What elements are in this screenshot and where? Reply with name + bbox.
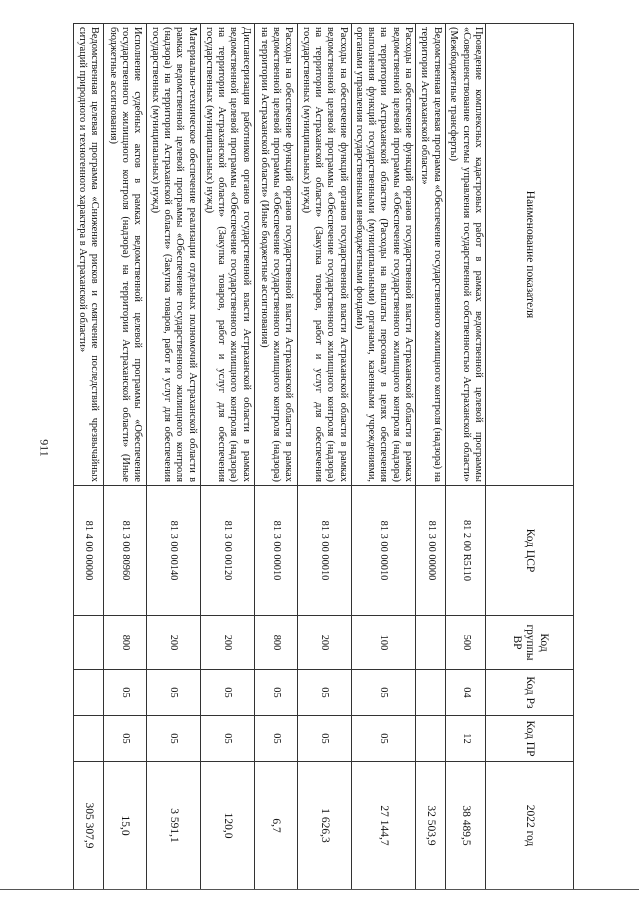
row-vr: 200 — [200, 616, 254, 670]
header-csr: Код ЦСР — [486, 486, 574, 616]
header-amount: 2022 год — [486, 762, 574, 890]
row-rz: 05 — [351, 670, 415, 716]
row-vr: 800 — [254, 616, 297, 670]
row-csr: 81 3 00 00000 — [416, 486, 446, 616]
row-pr: 05 — [351, 716, 415, 762]
row-vr: 200 — [297, 616, 351, 670]
row-rz: 05 — [200, 670, 254, 716]
row-name: Ведомственная целевая программа «Обеспечение государственного жилищного контроля (надзора) на территории Астраханской области» — [416, 24, 446, 486]
rotated-table-container — [77, 23, 574, 889]
table-row — [446, 24, 486, 890]
row-name: Материально-техническое обеспечение реализации отдельных полномочий Астраханской области в рамках ведомственной целевой программы «Обеспечение государственного жилищного контроля (надзора) на территории Астраханской области» (Закупка товаров, работ и услуг для обеспечения государственных (муниципальных) нужд) — [146, 24, 200, 486]
row-vr: 500 — [446, 616, 486, 670]
row-rz: 05 — [297, 670, 351, 716]
row-amount: 6,7 — [254, 762, 297, 890]
header-name: Наименование показателя — [486, 24, 574, 486]
row-vr: 800 — [103, 616, 146, 670]
page-number: 911 — [37, 439, 52, 457]
row-name: Ведомственная целевая программа «Снижение рисков и смягчение последствий чрезвычайных ситуаций природного и техногенного характера в Астраханской области» — [73, 24, 103, 486]
table-row — [73, 24, 103, 890]
row-vr — [416, 616, 446, 670]
row-amount: 32 503,9 — [416, 762, 446, 890]
row-amount: 1 626,3 — [297, 762, 351, 890]
row-csr: 81 3 00 00010 — [254, 486, 297, 616]
row-csr: 81 3 00 00010 — [351, 486, 415, 616]
table-row — [146, 24, 200, 890]
row-pr — [416, 716, 446, 762]
row-amount: 15,0 — [103, 762, 146, 890]
row-csr: 81 4 00 00000 — [73, 486, 103, 616]
row-vr: 100 — [351, 616, 415, 670]
row-csr: 81 3 00 00140 — [146, 486, 200, 616]
row-name: Расходы на обеспечение функций органов государственной власти Астраханской области в рамках ведомственной целевой программы «Обеспечение государственного жилищного контроля (надзора) на территории Астраханской области» (Расходы на выплаты персоналу в целях обеспечения выполнения функций государственными (муниципальными) органами, казенными учреждениями, органами управления государственными внебюджетными фондами) — [351, 24, 415, 486]
row-csr: 81 3 00 00120 — [200, 486, 254, 616]
row-rz: 05 — [146, 670, 200, 716]
row-amount: 305 307,9 — [73, 762, 103, 890]
table-row — [103, 24, 146, 890]
header-pr: Код ПР — [486, 716, 574, 762]
budget-table — [73, 23, 574, 890]
row-rz — [73, 670, 103, 716]
row-rz: 04 — [446, 670, 486, 716]
row-name: Проведение комплексных кадастровых работ в рамках ведомственной целевой программы «Совершенствование системы управления государственной собственностью Астраханской области» (Межбюджетные трансферты) — [446, 24, 486, 486]
row-pr: 05 — [297, 716, 351, 762]
row-pr: 05 — [103, 716, 146, 762]
table-row — [297, 24, 351, 890]
table-row — [416, 24, 446, 890]
row-rz: 05 — [254, 670, 297, 716]
page-edge-rule — [0, 889, 639, 890]
row-csr: 81 2 00 R5110 — [446, 486, 486, 616]
row-csr: 81 3 00 00010 — [297, 486, 351, 616]
row-vr — [73, 616, 103, 670]
row-amount: 38 489,5 — [446, 762, 486, 890]
row-pr — [73, 716, 103, 762]
row-vr: 200 — [146, 616, 200, 670]
row-amount: 27 144,7 — [351, 762, 415, 890]
row-pr: 12 — [446, 716, 486, 762]
row-name: Расходы на обеспечение функций органов государственной власти Астраханской области в рамках ведомственной целевой программы «Обеспечение государственного жилищного контроля (надзора) на территории Астраханской области» (Иные бюджетные ассигнования) — [254, 24, 297, 486]
table-row — [351, 24, 415, 890]
header-rz: Код Рз — [486, 670, 574, 716]
row-csr: 81 3 00 80960 — [103, 486, 146, 616]
table-row — [200, 24, 254, 890]
table-row — [254, 24, 297, 890]
row-name: Расходы на обеспечение функций органов государственной власти Астраханской области в рамках ведомственной целевой программы «Обеспечение государственного жилищного контроля (надзора) на территории Астраханской области» (Закупка товаров, работ и услуг для обеспечения государственных (муниципальных) нужд) — [297, 24, 351, 486]
row-name: Диспансеризация работников органов государственной власти Астраханской области в рамках ведомственной целевой программы «Обеспечение государственного жилищного контроля (надзора) на территории Астраханской области» (Закупка товаров, работ и услуг для обеспечения государственных (муниципальных) нужд) — [200, 24, 254, 486]
row-pr: 05 — [254, 716, 297, 762]
header-vr: Код группы ВР — [486, 616, 574, 670]
row-rz: 05 — [103, 670, 146, 716]
row-amount: 120,0 — [200, 762, 254, 890]
row-name: Исполнение судебных актов в рамках ведомственной целевой программы «Обеспечение государственного жилищного контроля (надзора) на территории Астраханской области» (Иные бюджетные ассигнования) — [103, 24, 146, 486]
row-rz — [416, 670, 446, 716]
row-amount: 3 591,1 — [146, 762, 200, 890]
row-pr: 05 — [200, 716, 254, 762]
row-pr: 05 — [146, 716, 200, 762]
table-header-row — [486, 24, 574, 890]
